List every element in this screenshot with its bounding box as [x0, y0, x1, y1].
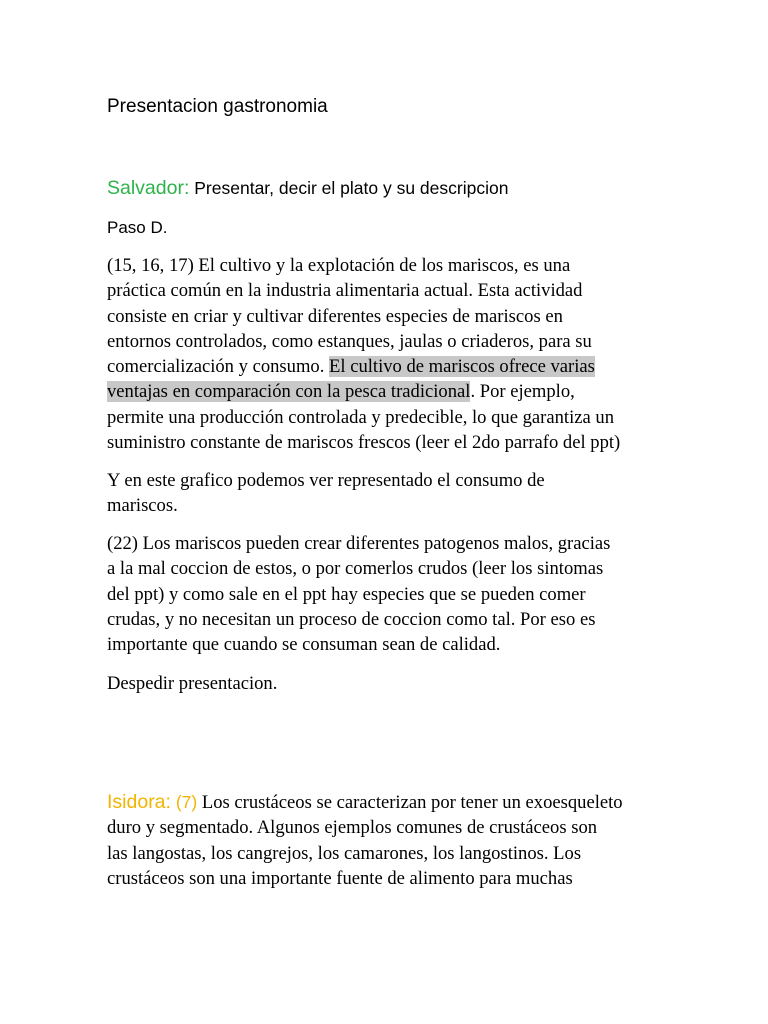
- paragraph-line: importante que cuando se consuman sean de calidad.: [107, 634, 501, 656]
- paragraph-isidora: [107, 790, 667, 891]
- isidora-slide-number: (7): [170, 792, 198, 812]
- paso-label: Paso D.: [107, 218, 168, 237]
- paragraph-line: consiste en criar y cultivar diferentes especies de mariscos en: [107, 305, 563, 327]
- isidora-name: Isidora:: [107, 791, 171, 813]
- paragraph-line: (22) Los mariscos pueden crear diferentes patogenos malos, gracias: [107, 533, 611, 554]
- paragraph-line: permite una producción controlada y predecible, lo que garantiza un: [107, 406, 614, 428]
- paragraph-text: . Por ejemplo,: [470, 381, 575, 403]
- paragraph-text: Los crustáceos se caracterizan por tener un exoesqueleto: [197, 792, 623, 813]
- highlighted-text: ventajas en comparación con la pesca tradicional: [107, 381, 471, 403]
- paragraph-patogenos: [107, 531, 667, 657]
- isidora-line: [107, 790, 667, 815]
- closing-line: [107, 671, 667, 696]
- paragraph-line: del ppt) y como sale en el ppt hay especies que se pueden comer: [107, 583, 586, 605]
- paragraph-text: comercialización y consumo.: [107, 356, 330, 378]
- paragraph-line: (15, 16, 17) El cultivo y la explotación de los mariscos, es una: [107, 255, 571, 276]
- salvador-task: Presentar, decir el plato y su descripcion: [189, 178, 509, 198]
- paragraph-line: práctica común en la industria alimentaria actual. Esta actividad: [107, 280, 583, 302]
- closing-text: Despedir presentacion.: [107, 673, 278, 694]
- document-title: Presentacion gastronomia: [107, 96, 328, 117]
- paragraph-line: a la mal coccion de estos, o por comerlos crudos (leer los sintomas: [107, 558, 604, 580]
- paragraph-line: entornos controlados, como estanques, jaulas o criaderos, para su: [107, 330, 592, 352]
- paragraph-line: suministro constante de mariscos frescos (leer el 2do parrafo del ppt): [107, 432, 621, 454]
- salvador-line: [107, 175, 508, 201]
- paragraph-line: crustáceos son una importante fuente de alimento para muchas: [107, 867, 573, 889]
- paragraph-line: duro y segmentado. Algunos ejemplos comunes de crustáceos son: [107, 817, 598, 839]
- paragraph-line: las langostas, los cangrejos, los camarones, los langostinos. Los: [107, 842, 582, 864]
- salvador-name: Salvador:: [107, 177, 190, 199]
- paragraph-line: crudas, y no necesitan un proceso de coccion como tal. Por eso es: [107, 608, 596, 630]
- paragraph-line: [107, 379, 667, 404]
- highlighted-text: El cultivo de mariscos ofrece varias: [329, 356, 595, 378]
- paragraph-line: Y en este grafico podemos ver representado el consumo de: [107, 470, 545, 491]
- paragraph-grafico: [107, 468, 667, 519]
- paragraph-line: mariscos.: [107, 495, 178, 517]
- paragraph-cultivo: [107, 253, 667, 455]
- paragraph-line: [107, 354, 667, 379]
